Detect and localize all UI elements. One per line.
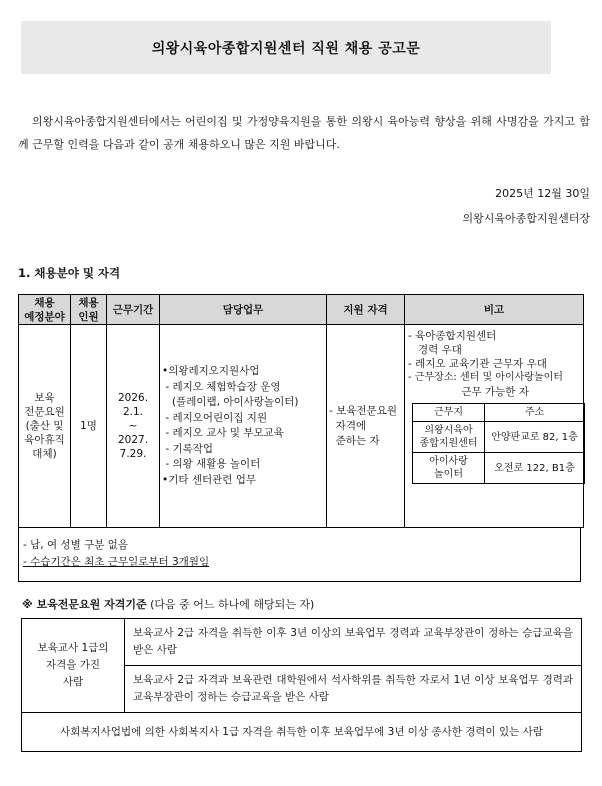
qualification-criterion-2: 보육교사 2급 자격과 보육관련 대학원에서 석사학위를 취득한 자로서 1년 이상 보육업무 경력과 교육부장관이 정하는 승급교육을 받은 사람 <box>125 666 582 713</box>
footnote-probation: - 수습기간은 최초 근무일로부터 3개월임 <box>23 556 210 568</box>
location-row <box>413 422 585 453</box>
recruitment-table <box>18 294 584 528</box>
qualification-table <box>21 618 582 752</box>
header-notes: 비고 <box>405 295 584 325</box>
qualification-label: 보육교사 1급의 자격을 가진 사람 <box>22 619 125 713</box>
location-address: 오전로 122, B1층 <box>485 453 585 484</box>
cell-count: 1명 <box>71 325 107 528</box>
issuer-name: 의왕시육아종합지원센터장 <box>462 212 590 225</box>
cell-qualification: - 보육전문요원 자격에 준하는 자 <box>327 325 405 528</box>
header-field: 채용 예정분야 <box>19 295 71 325</box>
location-header-address: 주소 <box>485 404 585 422</box>
location-table <box>412 403 585 484</box>
qualification-criterion-3: 사회복지사업법에 의한 사회복지사 1급 자격을 취득한 이후 보육업무에 3년 이상 종사한 경력이 있는 사람 <box>22 713 582 752</box>
footnote-gender: - 남, 여 성별 구분 없음 <box>23 539 128 551</box>
location-address: 안양판교로 82, 1층 <box>485 422 585 453</box>
cell-duties: •의왕레지오지원사업 - 레지오 체험학습장 운영 (플레이랩, 아이사랑놀이터) - 레지오어린이집 지원 - 레지오 교사 및 부모교육 - 기록작업 - 의왕 새활용 놀이터 •기타 센터관련 업무 <box>160 325 327 528</box>
title-box <box>21 21 551 74</box>
intro-paragraph: 의왕시육아종합지원센터에서는 어린이집 및 가정양육지원을 통한 의왕시 육아능력 향상을 위해 사명감을 가지고 함께 근무할 인력을 다음과 같이 공개 채용하오니 많은 지원 바랍니다. <box>18 115 590 151</box>
location-row <box>413 453 585 484</box>
page-title: 의왕시육아종합지원센터 직원 채용 공고문 <box>151 40 421 57</box>
section-heading-1: 1. 채용분야 및 자격 <box>18 266 121 280</box>
header-qualification: 지원 자격 <box>327 295 405 325</box>
header-duties: 담당업무 <box>160 295 327 325</box>
cell-period: 2026. 2.1. ~ 2027. 7.29. <box>107 325 160 528</box>
cell-notes: - 육아종합지원센터 경력 우대 - 레지오 교육기관 근무자 우대 - 근무장소: 센터 및 아이사랑놀이터 근무 가능한 자 근무지 주소 의왕시육아 종합지원센터 안양판교로 82, 1층 아이사랑 놀이터 오전로 122, B1층 <box>405 325 584 528</box>
cell-field: 보육 전문요원 (출산 및 육아휴직 대체) <box>19 325 71 528</box>
qualification-criterion-1: 보육교사 2급 자격을 취득한 이후 3년 이상의 보육업무 경력과 교육부장관이 정하는 승급교육을 받은 사람 <box>125 619 582 666</box>
location-place: 아이사랑 놀이터 <box>413 453 485 484</box>
footnote-box <box>18 528 581 582</box>
header-count: 채용 인원 <box>71 295 107 325</box>
section-heading-2: ※ 보육전문요원 자격기준 (다음 중 어느 하나에 해당되는 자) <box>22 598 315 611</box>
header-period: 근무기간 <box>107 295 160 325</box>
location-header-place: 근무지 <box>413 404 485 422</box>
location-place: 의왕시육아 종합지원센터 <box>413 422 485 453</box>
notice-date: 2025년 12월 30일 <box>495 187 590 200</box>
